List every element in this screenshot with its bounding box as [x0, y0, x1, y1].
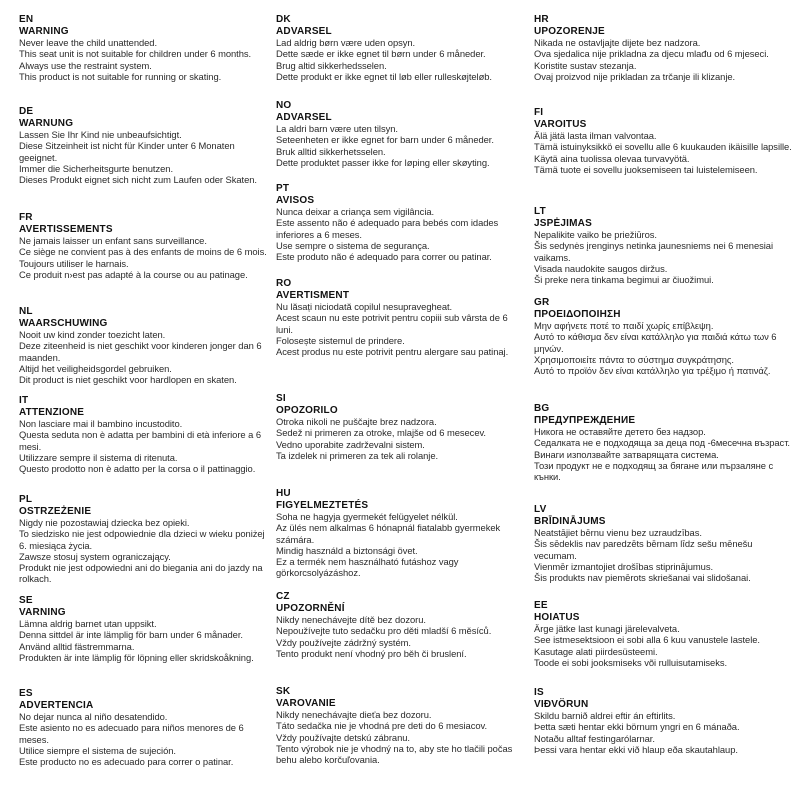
warning-line: Produkten är inte lämplig för löpning eller skridskoåkning.: [19, 651, 254, 663]
warning-block-lv: [534, 504, 796, 583]
warning-line: Χρησιμοποιείτε πάντα το σύστημα συγκράτησης.: [534, 353, 734, 365]
language-code: IT: [19, 395, 29, 406]
warning-line: Vždy používajte detskú zábranu.: [276, 731, 410, 743]
warning-line: Este asiento no es adecuado para niños menores de 6 meses.: [19, 722, 244, 745]
warning-line: Acest scaun nu este potrivit pentru copiii sub vârsta de 6 luni.: [276, 312, 508, 335]
warning-line: Toode ei sobi jooksmiseks või rulluisutamiseks.: [534, 656, 728, 668]
warning-line: This product is not suitable for running or skating.: [19, 70, 222, 82]
language-code: IS: [534, 687, 544, 698]
warning-line: Tento výrobok nie je vhodný na to, aby ste ho tlačili počas behu alebo korčuľovania.: [276, 742, 513, 766]
warning-heading: OPOZORILO: [276, 404, 338, 416]
warning-line: Acest produs nu este potrivit pentru alergare sau patinaj.: [276, 346, 509, 358]
warning-line: Lassen Sie Ihr Kind nie unbeaufsichtigt.: [19, 129, 182, 140]
warning-line: Винаги използвайте затварящата система.: [534, 448, 719, 460]
warning-block-fr: [19, 212, 269, 280]
warning-line: Седалката не е подходяща за деца под -6месечна възраст.: [534, 437, 790, 449]
language-code: PL: [19, 494, 33, 505]
warning-line: Toujours utiliser le harnais.: [19, 257, 129, 269]
warning-line: Vždy používejte zádržný systém.: [276, 636, 411, 648]
warning-block-hu: [276, 488, 526, 579]
warning-heading: UPOZORENJE: [534, 25, 605, 37]
warning-block-ee: [534, 600, 796, 668]
warning-line: Folosește sistemul de prindere.: [276, 334, 405, 346]
warning-line: Az ülés nem alkalmas 6 hónapnál fiatalabb gyermekek számára.: [276, 522, 501, 545]
warning-heading: ADVARSEL: [276, 25, 332, 37]
warning-line: Questo prodotto non è adatto per la corsa o il pattinaggio.: [19, 463, 256, 475]
warning-line: Kasutage alati piirdesüsteemi.: [534, 645, 658, 657]
warning-heading: HOIATUS: [534, 611, 580, 623]
warning-heading: FIGYELMEZTETÉS: [276, 499, 369, 511]
language-code: LT: [534, 206, 546, 217]
warning-heading: WARNUNG: [19, 117, 74, 129]
warning-line: Αυτό το προϊόν δεν είναι κατάλληλο για τρέξιμο ή πατινάζ.: [534, 365, 771, 377]
warning-line: Sedež ni primeren za otroke, mlajše od 6 mesecev.: [276, 427, 486, 439]
warning-line: Vedno uporabite zadrževalni sistem.: [276, 438, 425, 450]
warning-heading: WARNING: [19, 25, 69, 37]
warning-line: Nikdy nenechávajte dieťa bez dozoru.: [276, 709, 432, 720]
warning-line: Ce siège ne convient pas à des enfants de moins de 6 mois.: [19, 246, 267, 258]
warning-block-si: [276, 393, 526, 461]
language-code: EE: [534, 600, 548, 611]
warning-block-dk: [276, 14, 526, 82]
warning-line: Táto sedačka nie je vhodná pre deti do 6 mesiacov.: [276, 720, 487, 732]
warning-block-se: [19, 595, 269, 663]
warning-line: Dit product is niet geschikt voor hardlopen en skaten.: [19, 374, 237, 386]
warning-heading: OSTRZEŻENIE: [19, 505, 92, 517]
warning-line: Non lasciare mai il bambino incustodito.: [19, 418, 183, 429]
warning-line: Nigdy nie pozostawiaj dziecka bez opieki.: [19, 517, 190, 528]
warning-heading: VAROVANIE: [276, 697, 336, 709]
warning-line: Älä jätä lasta ilman valvontaa.: [534, 130, 657, 141]
warning-line: Nepoužívejte tuto sedačku pro děti mladší 6 měsíců.: [276, 625, 492, 637]
warning-heading: VIÐVÖRUN: [534, 698, 589, 710]
warning-heading: ADVERTENCIA: [19, 699, 94, 711]
warning-block-pt: [276, 183, 526, 262]
warning-line: This seat unit is not suitable for children under 6 months.: [19, 48, 252, 60]
warning-heading: ATTENZIONE: [19, 406, 85, 418]
warning-block-es: [19, 688, 269, 767]
warning-line: See istmesektsioon ei sobi alla 6 kuu vanustele lastele.: [534, 634, 760, 646]
warning-line: To siedzisko nie jest odpowiednie dla dzieci w wieku poniżej 6. miesiąca życia.: [19, 528, 265, 551]
warning-line: No dejar nunca al niño desatendido.: [19, 711, 168, 722]
warning-block-bg: [534, 403, 796, 482]
warning-line: Otroka nikoli ne puščajte brez nadzora.: [276, 416, 437, 427]
warning-line: Ovaj proizvod nije prikladan za trčanje ili klizanje.: [534, 70, 736, 82]
language-code: EN: [19, 14, 34, 25]
language-code: SE: [19, 595, 33, 606]
warning-heading: AVERTISSEMENTS: [19, 223, 113, 235]
warning-block-nl: [19, 306, 269, 385]
warning-block-lt: [534, 206, 796, 285]
warning-block-no: [276, 100, 526, 168]
warning-line: Soha ne hagyja gyermekét felügyelet nélkül.: [276, 511, 458, 522]
warning-line: Tämä tuote ei sovellu juoksemiseen tai luistelemiseen.: [534, 163, 758, 175]
warning-line: Seteenheten er ikke egnet for barn under 6 måneder.: [276, 134, 494, 146]
warning-block-pl: [19, 494, 269, 585]
warning-heading: VARNING: [19, 606, 66, 618]
language-code: RO: [276, 278, 292, 289]
warning-heading: VAROITUS: [534, 118, 587, 130]
warning-line: Diese Sitzeinheit ist nicht für Kinder unter 6 Monaten geeignet.: [19, 140, 235, 163]
warning-line: Este produto não é adequado para correr ou patinar.: [276, 251, 492, 263]
warning-line: Lad aldrig børn være uden opsyn.: [276, 37, 416, 48]
warning-line: Este assento não é adequado para bebés com idades inferiores a 6 meses.: [276, 217, 499, 240]
warning-line: Nikdy nenechávejte dítě bez dozoru.: [276, 614, 426, 625]
warning-line: Dette produktet passer ikke for løping eller skøyting.: [276, 156, 490, 168]
warning-line: Μην αφήνετε ποτέ το παιδί χωρίς επίβλεψη.: [534, 320, 714, 331]
warning-line: Zawsze stosuj system ograniczający.: [19, 550, 171, 562]
warning-line: Vienmēr izmantojiet drošības stiprinājumus.: [534, 560, 714, 572]
warning-line: Produkt nie jest odpowiedni ani do biegania ani do jazdy na rolkach.: [19, 562, 263, 585]
warning-line: Use sempre o sistema de segurança.: [276, 239, 430, 251]
warning-block-sk: [276, 686, 526, 765]
language-code: ES: [19, 688, 33, 699]
warning-line: Deze ziteenheid is niet geschikt voor kinderen jonger dan 6 maanden.: [19, 340, 262, 363]
warning-block-fi: [534, 107, 796, 175]
language-code: GR: [534, 297, 550, 308]
language-code: SI: [276, 393, 286, 404]
warning-line: Utilizzare sempre il sistema di ritenuta.: [19, 451, 178, 463]
warning-line: Dette sæde er ikke egnet til børn under 6 måneder.: [276, 48, 486, 60]
warning-line: Este producto no es adecuado para correr o patinar.: [19, 756, 234, 768]
warning-line: Questa seduta non è adatta per bambini di età inferiore a 6 mesi.: [19, 429, 262, 452]
warning-line: Nikada ne ostavljajte dijete bez nadzora.: [534, 37, 701, 48]
warning-line: Immer die Sicherheitsgurte benutzen.: [19, 162, 174, 174]
warning-heading: ПРЕДУПРЕЖДЕНИЕ: [534, 414, 636, 426]
warning-block-ro: [276, 278, 526, 357]
warning-line: Tento produkt není vhodný pro běh či bruslení.: [276, 647, 467, 659]
warning-line: Този продукт не е подходящ за бягане или пързаляне с кънки.: [534, 459, 774, 483]
warning-line: Mindig használd a biztonsági övet.: [276, 544, 418, 556]
warning-line: Utilice siempre el sistema de sujeción.: [19, 744, 176, 756]
warning-block-gr: [534, 297, 796, 376]
warning-line: Никога не оставяйте детето без надзор.: [534, 426, 706, 437]
language-code: FR: [19, 212, 33, 223]
warning-line: Ce produit n›est pas adapté à la course ou au patinage.: [19, 268, 248, 280]
warning-line: Notaðu alltaf festingarólarnar.: [534, 732, 655, 744]
language-code: PT: [276, 183, 290, 194]
warning-heading: AVISOS: [276, 194, 315, 206]
warning-line: Nooit uw kind zonder toezicht laten.: [19, 329, 166, 340]
warning-heading: ΠΡΟΕΙΔΟΠΟΙΗΣΗ: [534, 308, 621, 320]
language-code: BG: [534, 403, 550, 414]
language-code: HR: [534, 14, 549, 25]
warning-line: Ne jamais laisser un enfant sans surveillance.: [19, 235, 207, 246]
warning-line: Šis produkts nav piemērots skriešanai vai slidošanai.: [534, 572, 751, 584]
warning-heading: JSPĖJIMAS: [534, 217, 592, 229]
warning-line: Käytä aina tuolissa olevaa turvavyötä.: [534, 152, 690, 164]
language-code: DK: [276, 14, 291, 25]
warning-line: Brug altid sikkerhedsselen.: [276, 59, 387, 71]
warning-line: Þessi vara hentar ekki við hlaup eða skautahlaup.: [534, 743, 738, 755]
warning-line: Dette produkt er ikke egnet til løb eller rulleskøjteløb.: [276, 70, 492, 82]
warning-line: Altijd het veiligheidsgordel gebruiken.: [19, 362, 172, 374]
warning-line: Αυτό το κάθισμα δεν είναι κατάλληλο για παιδιά κάτω των 6 μηνών.: [534, 331, 777, 354]
warning-heading: WAARSCHUWING: [19, 317, 108, 329]
warning-line: Šis sēdeklis nav paredzēts bērnam līdz sešu mēnešu vecumam.: [534, 538, 753, 561]
warning-block-en: [19, 14, 269, 82]
warning-block-is: [534, 687, 796, 755]
warning-heading: AVERTISMENT: [276, 289, 350, 301]
warning-line: Neatstājiet bērnu vienu bez uzraudzības.: [534, 527, 702, 538]
warning-line: Šis sedynės įrenginys netinka jaunesniems nei 6 menesiai vaikams.: [534, 240, 774, 263]
language-code: NO: [276, 100, 292, 111]
warning-line: Never leave the child unattended.: [19, 37, 158, 48]
warning-block-de: [19, 106, 269, 185]
warning-line: Tämä istuinyksikkö ei sovellu alle 6 kuukauden ikäisille lapsille.: [534, 141, 792, 153]
warning-block-hr: [534, 14, 796, 82]
warning-line: Nepalikite vaiko be priežiūros.: [534, 229, 657, 240]
warning-line: Ta izdelek ni primeren za tek ali rolanje.: [276, 449, 439, 461]
warning-line: Denna sittdel är inte lämplig för barn under 6 månader.: [19, 629, 243, 641]
warning-line: Visada naudokite saugos diržus.: [534, 262, 668, 274]
language-code: LV: [534, 504, 547, 515]
warning-heading: UPOZORNĚNÍ: [276, 602, 345, 614]
warning-line: Ärge jätke last kunagi järelevalveta.: [534, 623, 680, 634]
warning-line: Skildu barnið aldrei eftir án eftirlits.: [534, 710, 676, 721]
language-code: CZ: [276, 591, 290, 602]
warning-line: Använd alltid fästremmarna.: [19, 640, 135, 652]
warning-heading: ADVARSEL: [276, 111, 332, 123]
warning-line: Lämna aldrig barnet utan uppsikt.: [19, 618, 157, 629]
language-code: FI: [534, 107, 544, 118]
warning-line: Bruk alltid sikkerhetsselen.: [276, 145, 386, 157]
warning-line: Nunca deixar a criança sem vigilância.: [276, 206, 435, 217]
language-code: NL: [19, 306, 33, 317]
warning-line: Ez a termék nem használható futáshoz vagy görkorcsolyázáshoz.: [276, 556, 459, 579]
warning-heading: BRĪDINĀJUMS: [534, 515, 606, 527]
warning-line: Always use the restraint system.: [19, 59, 152, 71]
warning-line: Þetta sæti hentar ekki börnum yngri en 6 mánaða.: [534, 721, 740, 733]
warning-line: Dieses Produkt eignet sich nicht zum Laufen oder Skaten.: [19, 174, 257, 186]
warning-line: Koristite sustav stezanja.: [534, 59, 637, 71]
warning-line: La aldri barn være uten tilsyn.: [276, 123, 398, 134]
warning-line: Nu lăsați niciodată copilul nesupravegheat.: [276, 301, 453, 312]
warning-line: Ova sjedalica nije prikladna za djecu mlađu od 6 mjeseci.: [534, 48, 769, 60]
warning-line: Ši preke nera tinkama begimui ar čiuožimui.: [534, 274, 714, 286]
language-code: DE: [19, 106, 34, 117]
language-code: HU: [276, 488, 291, 499]
language-code: SK: [276, 686, 291, 697]
warning-block-it: [19, 395, 269, 474]
warning-block-cz: [276, 591, 526, 659]
